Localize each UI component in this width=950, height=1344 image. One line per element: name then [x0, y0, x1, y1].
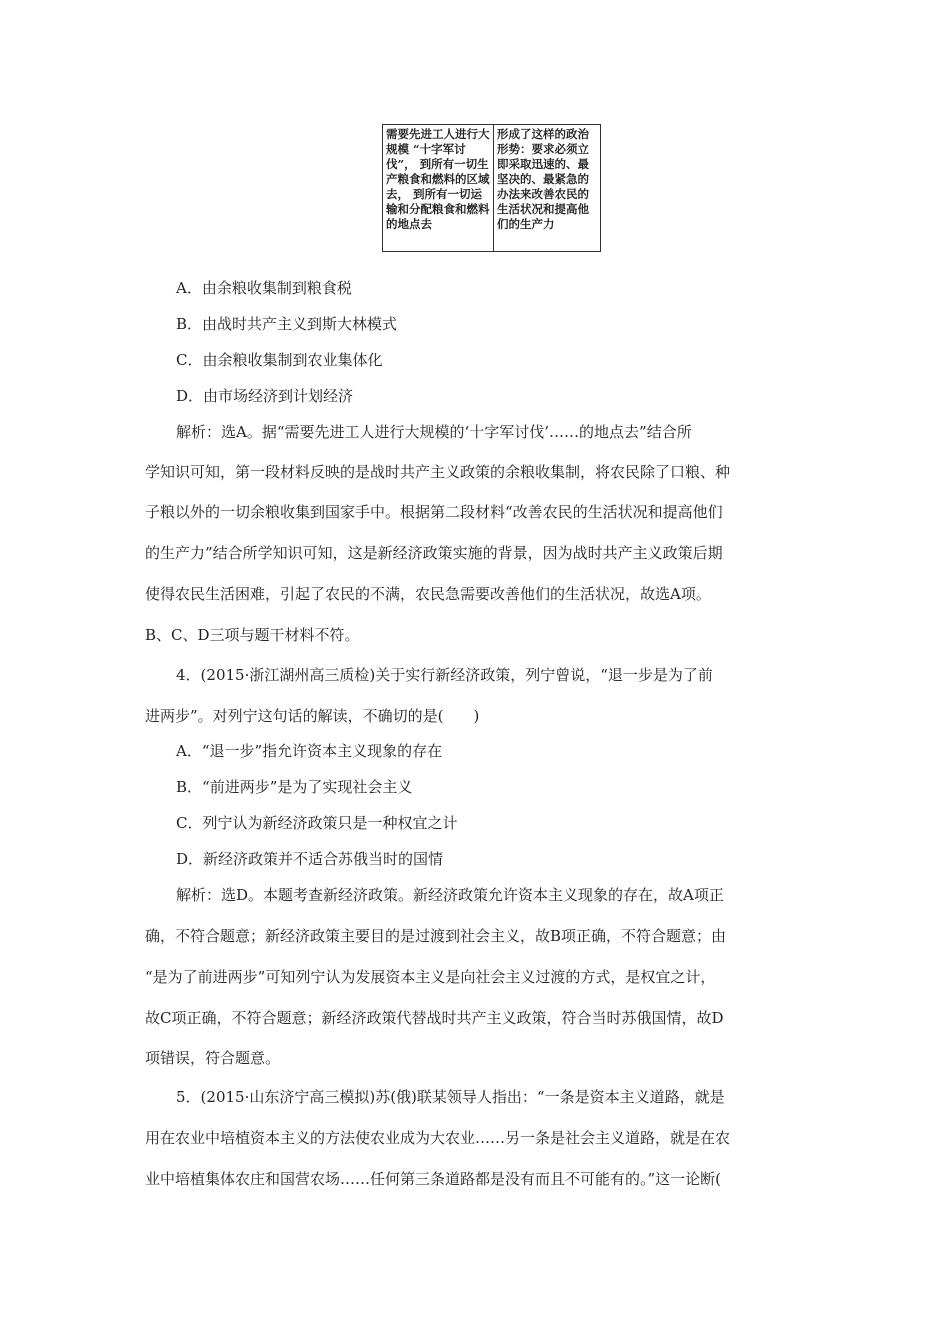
q4-analysis-line: 确，不符合题意；新经济政策主要目的是过渡到社会主义，故B项正确，不符合题意；由 [145, 927, 727, 945]
q4-option-a: A．“退一步”指允许资本主义现象的存在 [176, 742, 443, 760]
q4-analysis-line: 故C项正确，不符合题意；新经济政策代替战时共产主义政策，符合当时苏俄国情，故D [145, 1009, 724, 1027]
q3-option-c: C．由余粮收集制到农业集体化 [176, 351, 383, 369]
q4-stem-line: 进两步”。对列宁这句话的解读，不确切的是( ) [145, 707, 480, 725]
q4-analysis-line: 解析：选D。本题考查新经济政策。新经济政策允许资本主义现象的存在，故A项正 [176, 886, 724, 904]
q3-option-d: D．由市场经济到计划经济 [176, 387, 354, 405]
q4-stem-line: 4．(2015·浙江湖州高三质检)关于实行新经济政策，列宁曾说，“退一步是为了前 [176, 666, 713, 684]
q3-analysis-line: 的生产力”结合所学知识可知，这是新经济政策实施的背景，因为战时共产主义政策后期 [145, 544, 723, 562]
q4-analysis-line: 项错误，符合题意。 [145, 1049, 281, 1067]
q4-analysis-line: “是为了前进两步”可知列宁认为发展资本主义是向社会主义过渡的方式，是权宜之计， [145, 968, 716, 986]
q5-stem-line: 用在农业中培植资本主义的方法使农业成为大农业……另一条是社会主义道路，就是在农 [145, 1129, 731, 1147]
q5-stem-line: 5．(2015·山东济宁高三模拟)苏(俄)联某领导人指出：“一条是资本主义道路，就是 [176, 1088, 725, 1106]
material-table [382, 124, 601, 252]
q4-option-c: C．列宁认为新经济政策只是一种权宜之计 [176, 814, 458, 832]
material-cell-right: 形成了这样的政治形势：要求必须立即采取迅速的、最坚决的、最紧急的办法来改善农民的生活状况和提高他们的生产力 [496, 127, 589, 231]
q3-analysis-line: 使得农民生活困难，引起了农民的不满，农民急需要改善他们的生活状况，故选A项。 [145, 585, 711, 603]
q4-option-d: D．新经济政策并不适合苏俄当时的国情 [176, 850, 444, 868]
q3-option-b: B．由战时共产主义到斯大林模式 [176, 315, 398, 333]
q3-analysis-line: 解析：选A。据“需要先进工人进行大规模的‘十字军讨伐’……的地点去”结合所 [176, 423, 692, 441]
q3-analysis-line: B、C、D三项与题干材料不符。 [145, 626, 360, 644]
q3-option-a: A．由余粮收集制到粮食税 [176, 279, 352, 297]
q3-analysis-line: 子粮以外的一切余粮收集到国家手中。根据第二段材料“改善农民的生活状况和提高他们 [145, 503, 723, 521]
q5-stem-line: 业中培植集体农庄和国营农场……任何第三条道路都是没有而且不可能有的。”这一论断( [145, 1170, 722, 1188]
q3-analysis-line: 学知识可知，第一段材料反映的是战时共产主义政策的余粮收集制，将农民除了口粮、种 [145, 463, 731, 481]
q4-option-b: B．“前进两步”是为了实现社会主义 [176, 778, 413, 796]
material-cell-left: 需要先进工人进行大规模 “十字军讨伐”， 到所有一切生产粮食和燃料的区域去， 到所有一切运输和分配粮食和燃料的地点去 [383, 125, 494, 251]
